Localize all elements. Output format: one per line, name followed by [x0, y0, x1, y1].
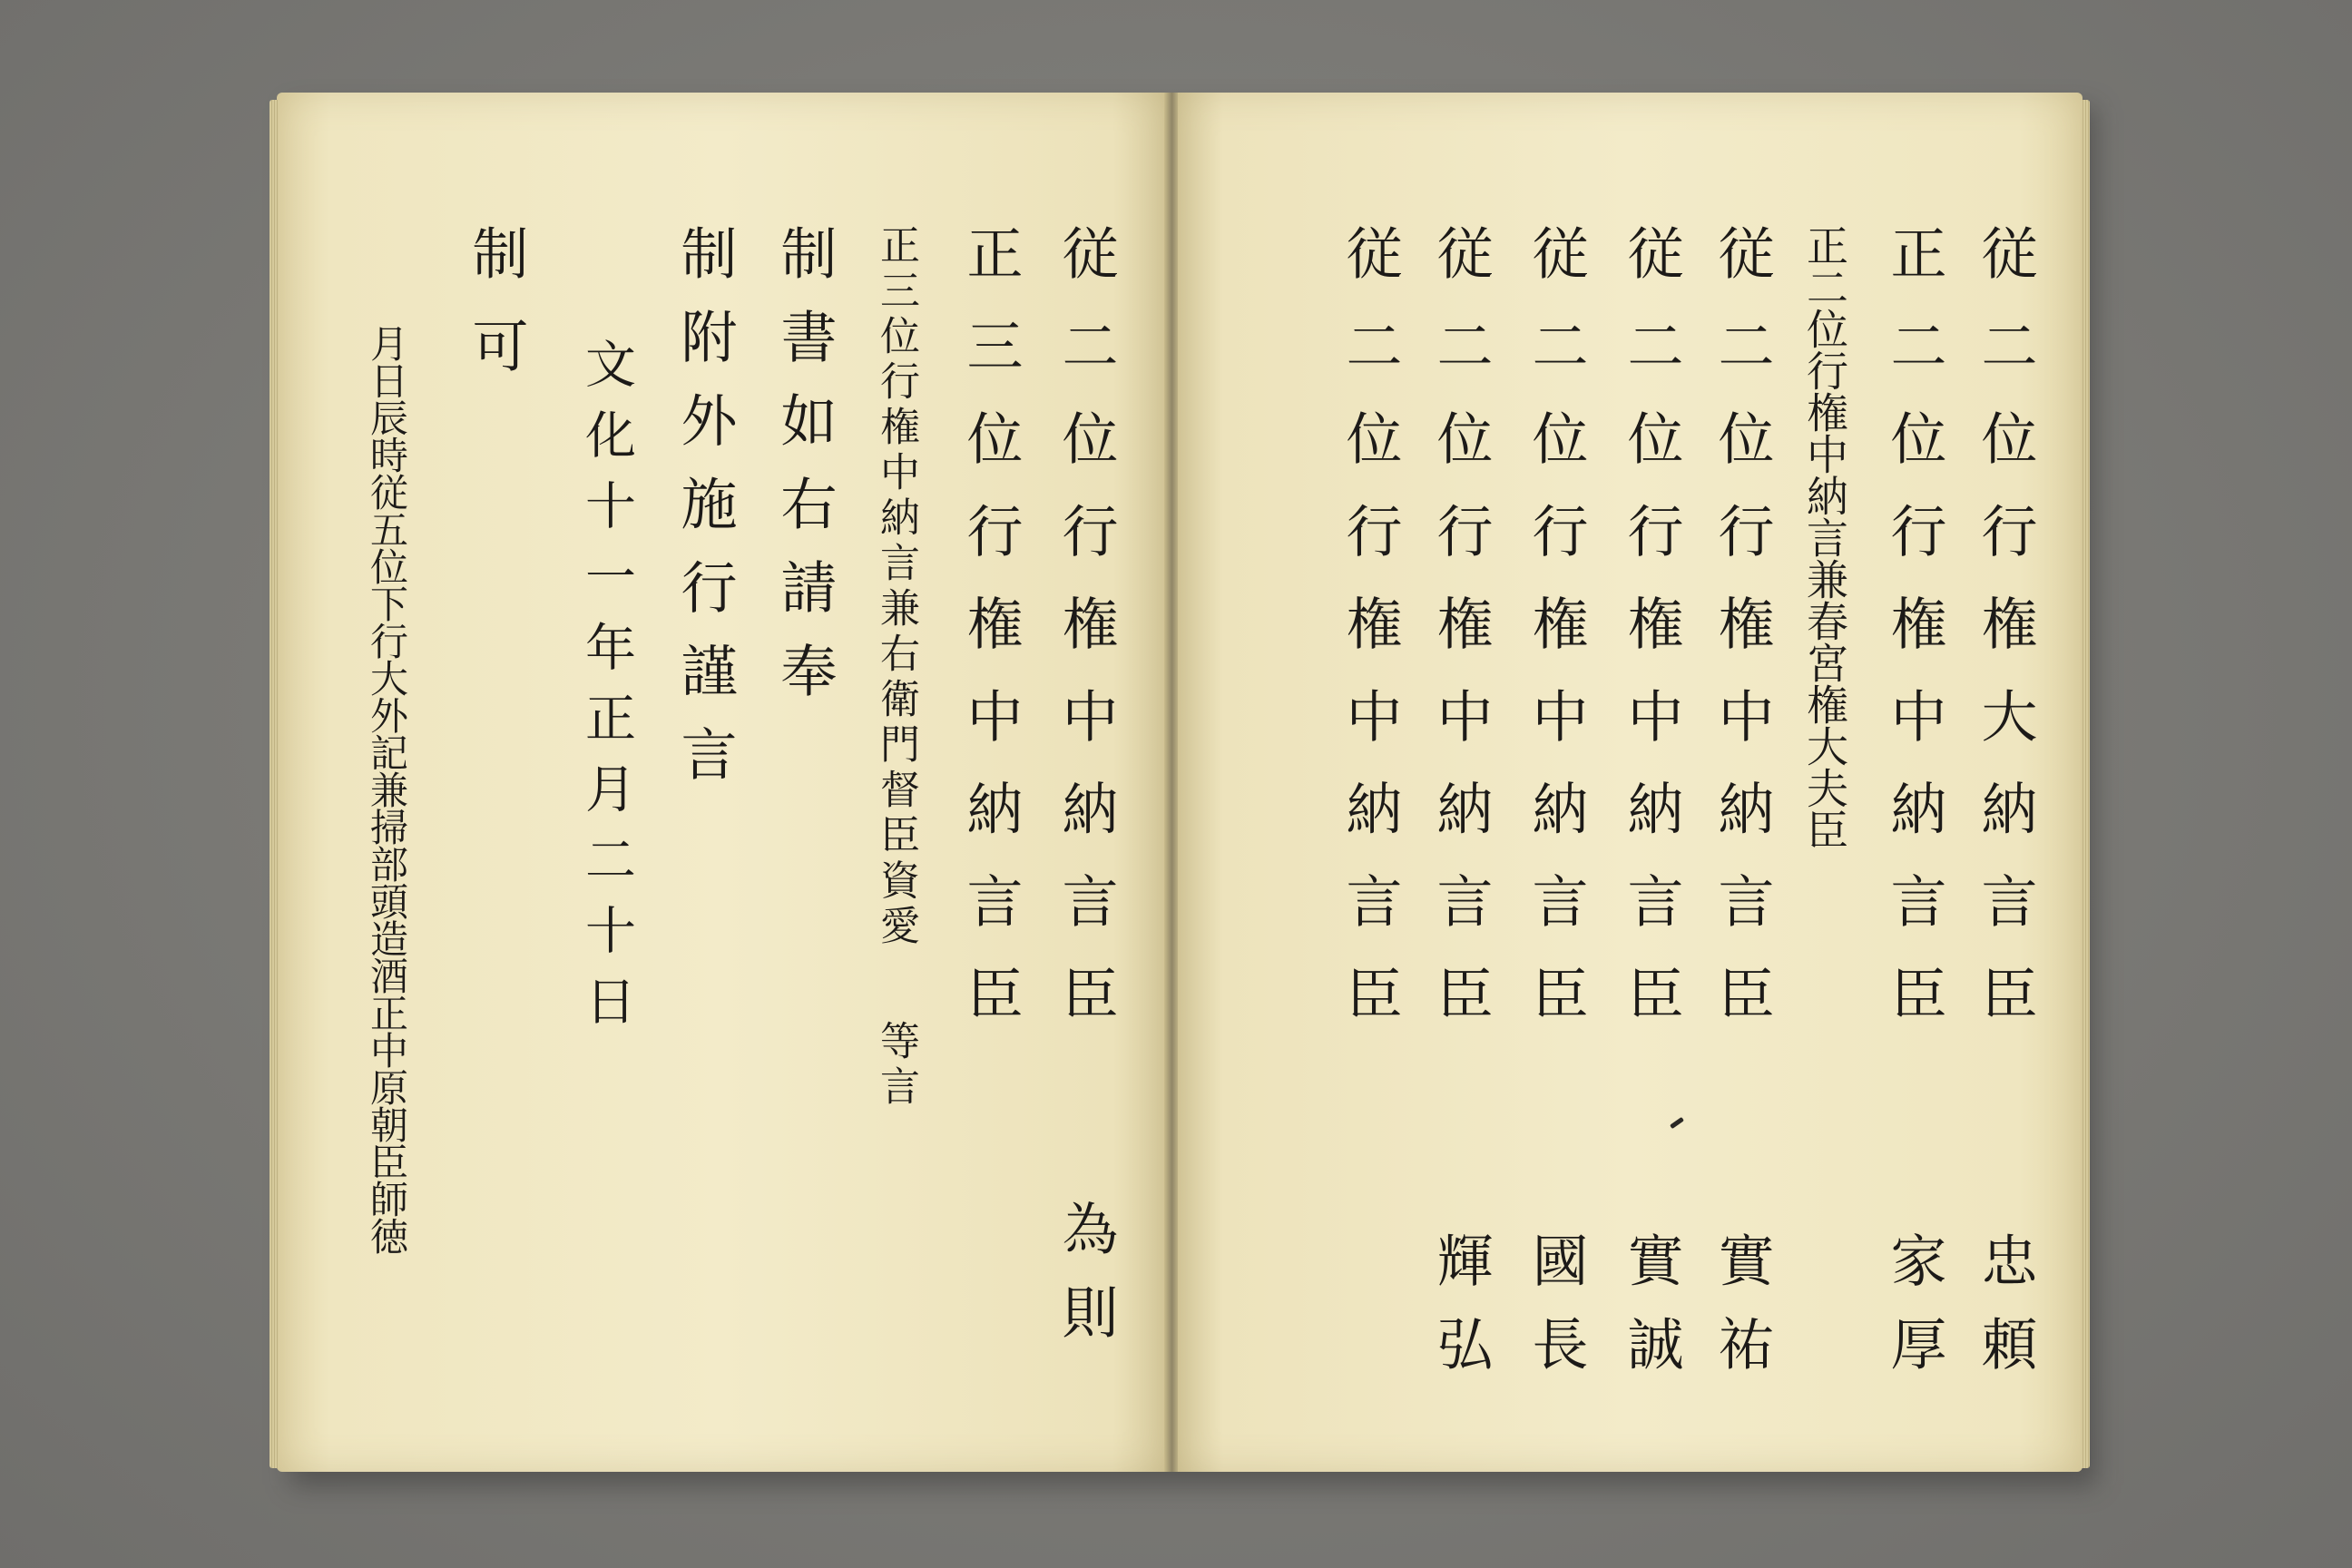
right-col-7-name: 輝弘: [1427, 1231, 1494, 1398]
right-col-8-title: 従二位行権中納言臣: [1337, 224, 1403, 1057]
left-col-7: [463, 224, 529, 409]
left-col-1-text: 従二位行権中納言臣: [1053, 224, 1119, 1057]
right-col-1-name: 忠頼: [1972, 1231, 2038, 1398]
right-col-1-title: 従二位行権大納言臣: [1972, 224, 2038, 1057]
left-col-6-text: 文化十一年正月二十日: [577, 338, 636, 1045]
left-col-7-text: 制可: [463, 224, 529, 409]
left-col-3-text: 正三位行権中納言兼右衛門督臣資愛: [873, 224, 919, 950]
left-col-3-suffix: 等言: [873, 1020, 919, 1111]
right-col-8: [1337, 224, 1403, 1057]
right-col-6-name: 國長: [1523, 1231, 1589, 1398]
left-col-3: [873, 224, 919, 1111]
right-col-2-name: 家厚: [1881, 1231, 1947, 1398]
right-page-edge: [2081, 100, 2090, 1468]
left-col-6: [577, 338, 636, 1045]
left-col-8-text: 月日辰時従五位下行大外記兼掃部頭造酒正中原朝臣師徳: [365, 324, 409, 1254]
right-col-4: [1709, 224, 1775, 1057]
right-page: [1178, 93, 2082, 1472]
right-col-5: [1618, 224, 1684, 1057]
left-col-2-text: 正三位行権中納言臣: [957, 224, 1024, 1057]
left-col-8: [365, 324, 409, 1254]
right-col-3: [1800, 224, 1849, 850]
right-col-5-title: 従二位行権中納言臣: [1618, 224, 1684, 1057]
right-col-3-title: 正二位行権中納言兼春宮権大夫臣: [1800, 224, 1849, 850]
right-col-2-title: 正二位行権中納言臣: [1881, 224, 1947, 1057]
left-col-1-suffix: 為則: [1053, 1200, 1119, 1367]
right-col-5-name: 實誠: [1618, 1231, 1684, 1398]
right-col-7: [1427, 224, 1494, 1057]
left-col-5: [671, 224, 738, 808]
left-col-1: [1053, 224, 1119, 1057]
right-col-7-title: 従二位行権中納言臣: [1427, 224, 1494, 1057]
right-col-1: [1972, 224, 2038, 1057]
left-col-4-text: 制書如右請奉: [771, 224, 838, 725]
left-col-4: [771, 224, 838, 725]
left-col-5-text: 制附外施行謹言: [671, 224, 738, 808]
right-col-6-title: 従二位行権中納言臣: [1523, 224, 1589, 1057]
right-col-2: [1881, 224, 1947, 1057]
left-col-2: [957, 224, 1024, 1057]
left-page-edge: [270, 100, 279, 1468]
open-book: [277, 93, 2082, 1472]
right-col-6: [1523, 224, 1589, 1057]
right-col-4-name: 實祐: [1709, 1231, 1775, 1398]
right-col-4-title: 従二位行権中納言臣: [1709, 224, 1775, 1057]
left-page: [277, 93, 1166, 1472]
